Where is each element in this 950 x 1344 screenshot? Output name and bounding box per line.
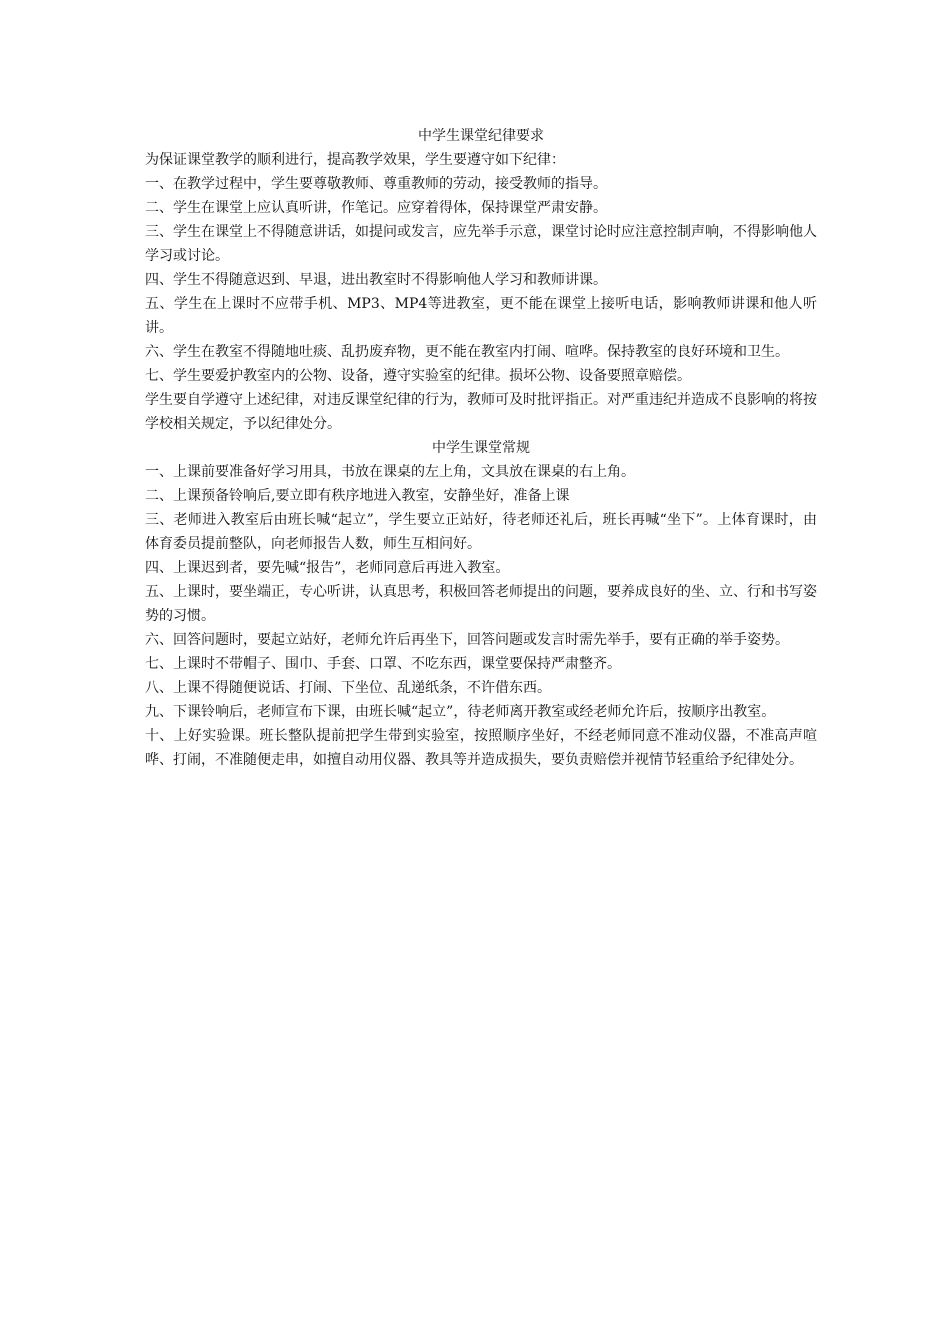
section1-item-7: 七、学生要爱护教室内的公物、设备，遵守实验室的纪律。损坏公物、设备要照章赔偿。 [145, 368, 691, 384]
section2-item-10: 十、上好实验课。班长整队提前把学生带到实验室，按照顺序坐好，不经老师同意不准动仪器，不准高声喧哗、打闹，不准随便走串，如擅自动用仪器、教具等并造成损失，要负责赔偿并视情节轻重给予纪律处分。 [145, 728, 817, 768]
section1-item-6: 六、学生在教室不得随地吐痰、乱扔废弃物，更不能在教室内打闹、喧哗。保持教室的良好环境和卫生。 [145, 344, 789, 360]
section1-item-3: 三、学生在课堂上不得随意讲话，如提问或发言，应先举手示意，课堂讨论时应注意控制声响，不得影响他人学习或讨论。 [145, 224, 817, 264]
section1-item-2: 二、学生在课堂上应认真听讲，作笔记。应穿着得体，保持课堂严肃安静。 [145, 200, 607, 216]
section2-item-5: 五、上课时，要坐端正，专心听讲，认真思考，积极回答老师提出的问题，要养成良好的坐、立、行和书写姿势的习惯。 [145, 584, 817, 624]
section2-item-2: 二、上课预备铃响后,要立即有秩序地进入教室，安静坐好，准备上课 [145, 488, 570, 504]
section2-title: 中学生课堂常规 [432, 440, 530, 456]
section1-item-4: 四、学生不得随意迟到、早退，进出教室时不得影响他人学习和教师讲课。 [145, 272, 607, 288]
section2-item-7: 七、上课时不带帽子、围巾、手套、口罩、不吃东西，课堂要保持严肃整齐。 [145, 656, 621, 672]
section2-item-9: 九、下课铃响后，老师宣布下课，由班长喊“起立”，待老师离开教室或经老师允许后，按顺序出教室。 [145, 704, 776, 720]
section1-closing: 学生要自学遵守上述纪律，对违反课堂纪律的行为，教师可及时批评指正。对严重违纪并造成不良影响的将按学校相关规定，予以纪律处分。 [145, 392, 817, 432]
section1-item-1: 一、在教学过程中，学生要尊敬教师、尊重教师的劳动，接受教师的指导。 [145, 176, 607, 192]
section1-item-5: 五、学生在上课时不应带手机、MP3、MP4等进教室，更不能在课堂上接听电话，影响教师讲课和他人听讲。 [145, 296, 817, 336]
section1-title: 中学生课堂纪律要求 [418, 128, 544, 144]
section2-item-6: 六、回答问题时，要起立站好，老师允许后再坐下，回答问题或发言时需先举手，要有正确的举手姿势。 [145, 632, 789, 648]
section2-item-1: 一、上课前要准备好学习用具，书放在课桌的左上角，文具放在课桌的右上角。 [145, 464, 635, 480]
section2-item-4: 四、上课迟到者，要先喊“报告”，老师同意后再进入教室。 [145, 560, 510, 576]
section2-item-8: 八、上课不得随便说话、打闹、下坐位、乱递纸条，不许借东西。 [145, 680, 551, 696]
document-body [145, 124, 817, 772]
section2-item-3: 三、老师进入教室后由班长喊“起立”，学生要立正站好，待老师还礼后，班长再喊“坐下”。上体育课时，由体育委员提前整队，向老师报告人数，师生互相问好。 [145, 512, 817, 552]
section1-intro: 为保证课堂教学的顺利进行，提高教学效果，学生要遵守如下纪律： [145, 152, 565, 168]
